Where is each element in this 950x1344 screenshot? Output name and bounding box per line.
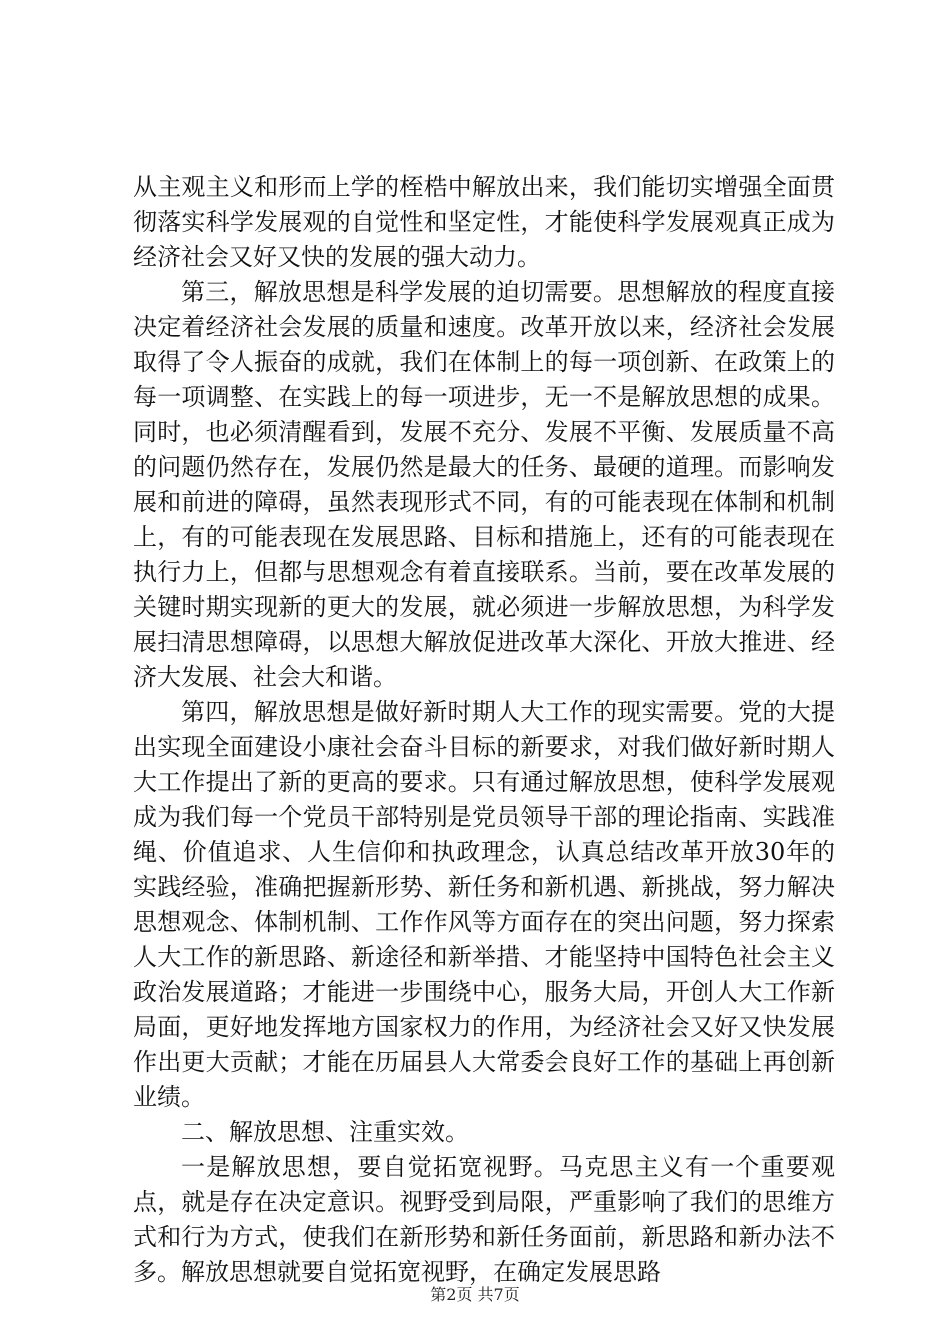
paragraph-continued: 从主观主义和形而上学的桎梏中解放出来，我们能切实增强全面贯彻落实科学发展观的自觉性和坚定性，才能使科学发展观真正成为经济社会又好又快的发展的强大动力。	[133, 173, 835, 271]
paragraph-fourth-point: 第四，解放思想是做好新时期人大工作的现实需要。党的大提出实现全面建设小康社会奋斗目标的新要求，对我们做好新时期人大工作提出了新的更高的要求。只有通过解放思想，使科学发展观成为我们每一个党员干部特别是党员领导干部的理论指南、实践准绳、价值追求、人生信仰和执政理念，认真总结改革开放30年的实践经验，准确把握新形势、新任务和新机遇、新挑战，努力解决思想观念、体制机制、工作作风等方面存在的突出问题，努力探索人大工作的新思路、新途径和新举措、才能坚持中国特色社会主义政治发展道路；才能进一步围绕中心，服务大局，开创人大工作新局面，更好地发挥地方国家权力的作用，为经济社会又好又快发展作出更大贡献；才能在历届县人大常委会良好工作的基础上再创新业绩。	[133, 698, 835, 1111]
paragraph-third-point: 第三，解放思想是科学发展的迫切需要。思想解放的程度直接决定着经济社会发展的质量和速度。改革开放以来，经济社会发展取得了令人振奋的成就，我们在体制上的每一项创新、在政策上的每一项调整、在实践上的每一项进步，无一不是解放思想的成果。同时，也必须清醒看到，发展不充分、发展不平衡、发展质量不高的问题仍然存在，发展仍然是最大的任务、最硬的道理。而影响发展和前进的障碍，虽然表现形式不同，有的可能表现在体制和机制上，有的可能表现在发展思路、目标和措施上，还有的可能表现在执行力上，但都与思想观念有着直接联系。当前，要在改革发展的关键时期实现新的更大的发展，就必须进一步解放思想，为科学发展扫清思想障碍，以思想大解放促进改革大深化、开放大推进、经济大发展、社会大和谐。	[133, 278, 835, 691]
paragraph-first-measure: 一是解放思想，要自觉拓宽视野。马克思主义有一个重要观点，就是存在决定意识。视野受到局限，严重影响了我们的思维方式和行为方式，使我们在新形势和新任务面前，新思路和新办法不多。解放思想就要自觉拓宽视野，在确定发展思路	[133, 1153, 835, 1286]
document-body	[133, 170, 835, 1290]
section-heading: 二、解放思想、注重实效。	[181, 1118, 469, 1146]
page-number-footer: 第2页 共7页	[430, 1285, 520, 1304]
